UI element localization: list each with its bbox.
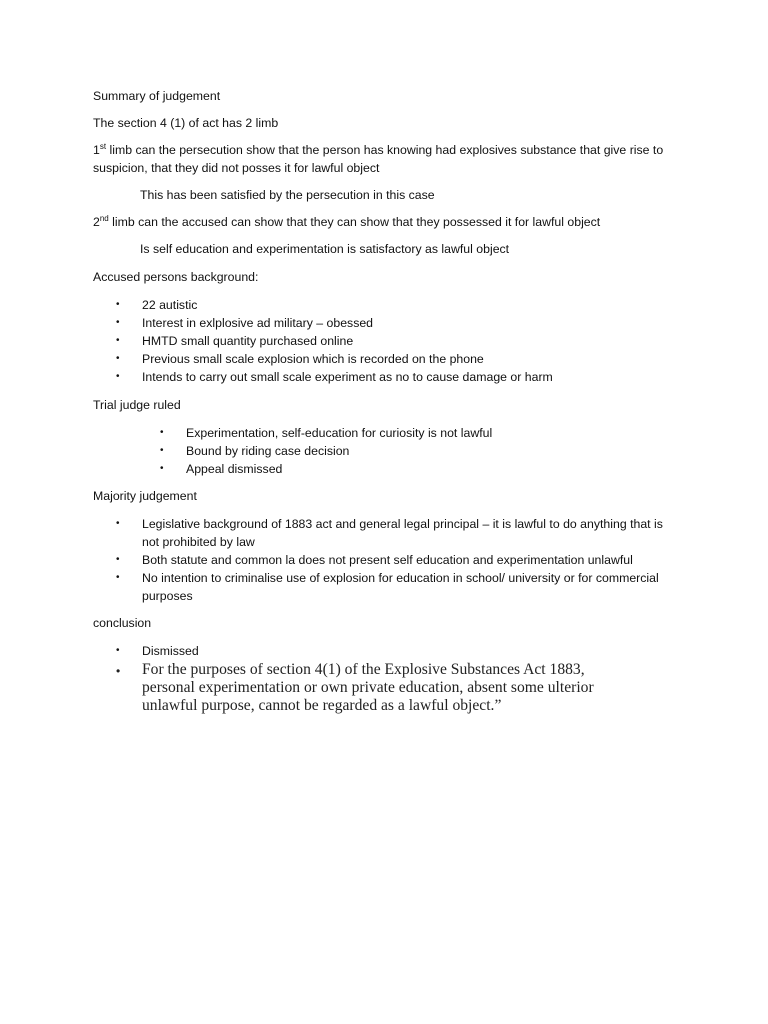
bullet-icon: •: [116, 353, 120, 364]
list-item-text: 22 autistic: [142, 298, 198, 312]
first-limb-paragraph: [93, 141, 683, 177]
bullet-icon: •: [116, 572, 120, 583]
list-item: [116, 368, 676, 386]
list-item-text: Bound by riding case decision: [186, 444, 350, 458]
bullet-icon: •: [116, 518, 120, 529]
quote-text: For the purposes of section 4(1) of the Explosive Substances Act 1883, personal experimentation or own private education, absent some ulterior unlawful purpose, cannot be regarded as a lawful object.”: [142, 661, 594, 714]
conclusion-list: [116, 642, 656, 660]
list-item-text: Appeal dismissed: [186, 462, 283, 476]
trial-heading: Trial judge ruled: [93, 398, 181, 412]
bullet-icon: •: [116, 645, 120, 656]
list-item: [116, 551, 672, 569]
bullet-icon: •: [116, 317, 120, 328]
list-item-text: Interest in exlplosive ad military – obessed: [142, 316, 374, 330]
summary-title: Summary of judgement: [93, 89, 221, 103]
first-limb-note: This has been satisfied by the persecution in this case: [140, 188, 435, 202]
second-limb-ordinal-suffix: nd: [99, 213, 109, 223]
bullet-icon: •: [116, 371, 120, 382]
list-item: [116, 350, 676, 368]
list-item-text: Both statute and common la does not present self education and experimentation unlawful: [142, 553, 633, 567]
list-item-text: HMTD small quantity purchased online: [142, 334, 354, 348]
bullet-icon: •: [160, 427, 164, 438]
list-item-text: Experimentation, self-education for curiosity is not lawful: [186, 426, 493, 440]
list-item: [116, 314, 676, 332]
background-list: [116, 296, 676, 386]
bullet-icon: •: [116, 554, 120, 565]
list-item-text: Previous small scale explosion which is recorded on the phone: [142, 352, 484, 366]
second-limb-paragraph: [93, 213, 683, 231]
bullet-icon: •: [116, 299, 120, 310]
conclusion-heading: conclusion: [93, 616, 152, 630]
bullet-icon: •: [160, 463, 164, 474]
bullet-icon: •: [116, 664, 121, 678]
majority-heading: Majority judgement: [93, 489, 197, 503]
bullet-icon: •: [160, 445, 164, 456]
list-item-text: Intends to carry out small scale experiment as no to cause damage or harm: [142, 370, 553, 384]
first-limb-ordinal-suffix: st: [99, 141, 107, 151]
list-item: [116, 569, 672, 605]
majority-list: [116, 515, 672, 605]
list-item: [160, 460, 680, 478]
second-limb-text: limb can the accused can show that they can show that they possessed it for lawful object: [108, 215, 601, 229]
list-item-text: Legislative background of 1883 act and general legal principal – it is lawful to do anything that is not prohibited by law: [142, 517, 663, 549]
second-limb-ordinal: 2: [93, 215, 100, 229]
first-limb-text: limb can the persecution show that the person has knowing had explosives substance that give rise to suspicion, that they did not posses it for lawful object: [93, 143, 664, 175]
bullet-icon: •: [116, 335, 120, 346]
list-item-text: Dismissed: [142, 644, 199, 658]
list-item: [116, 515, 672, 551]
list-item: [160, 442, 680, 460]
trial-list: [160, 424, 680, 478]
section-heading: The section 4 (1) of act has 2 limb: [93, 116, 279, 130]
first-limb-ordinal: 1: [93, 143, 100, 157]
second-limb-note: Is self education and experimentation is satisfactory as lawful object: [140, 242, 510, 256]
conclusion-quote-list: [116, 661, 636, 715]
list-item: [116, 661, 636, 715]
list-item: [116, 296, 676, 314]
list-item: [160, 424, 680, 442]
background-heading: Accused persons background:: [93, 270, 259, 284]
list-item-text: No intention to criminalise use of explosion for education in school/ university or for commercial purposes: [142, 571, 659, 603]
list-item: [116, 332, 676, 350]
list-item: [116, 642, 656, 660]
